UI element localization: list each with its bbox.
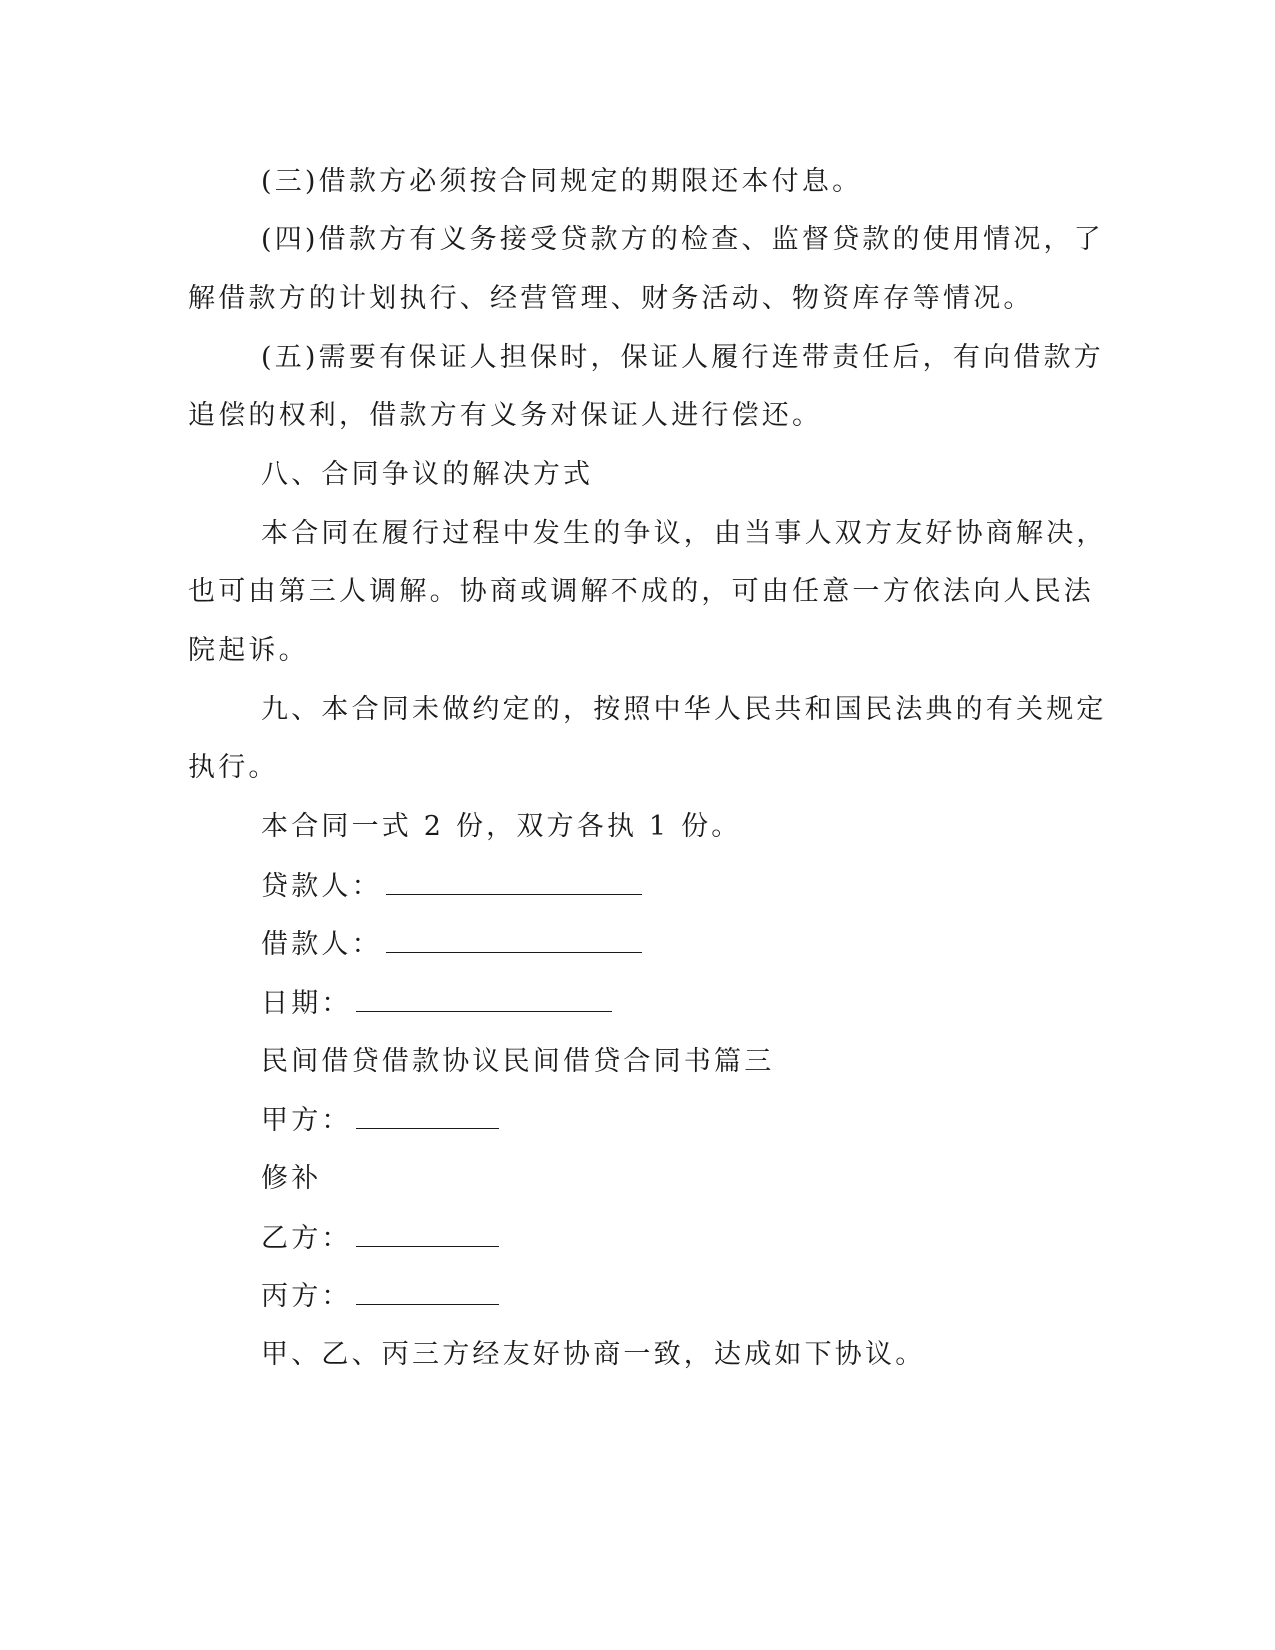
party-a-label: 甲方： — [261, 1105, 352, 1136]
lender-label: 贷款人： — [261, 871, 382, 902]
party-b-label: 乙方： — [261, 1223, 352, 1254]
signature-lender — [261, 866, 642, 907]
party-c — [261, 1276, 499, 1317]
party-b — [261, 1218, 499, 1259]
paragraph-obligation-4-line1: (四)借款方有义务接受贷款方的检查、监督贷款的使用情况，了 — [261, 224, 1104, 255]
party-b-blank-line — [356, 1218, 499, 1247]
paragraph-copies: 本合同一式 2 份，双方各执 1 份。 — [261, 811, 742, 842]
paragraph-section9-line1: 九、本合同未做约定的，按照中华人民共和国民法典的有关规定 — [261, 694, 1107, 725]
paragraph-dispute-line2: 也可由第三人调解。协商或调解不成的，可由任意一方依法向人民法 — [188, 576, 1094, 607]
party-a — [261, 1100, 499, 1141]
borrower-blank-line — [386, 924, 642, 953]
party-c-label: 丙方： — [261, 1281, 352, 1312]
paragraph-dispute-line1: 本合同在履行过程中发生的争议，由当事人双方友好协商解决， — [261, 518, 1107, 549]
paragraph-section9-line2: 执行。 — [188, 752, 279, 783]
party-a-blank-line — [356, 1100, 499, 1129]
agreement-intro: 甲、乙、丙三方经友好协商一致，达成如下协议。 — [261, 1339, 926, 1370]
paragraph-obligation-4-line2: 解借款方的计划执行、经营管理、财务活动、物资库存等情况。 — [188, 283, 1034, 314]
paragraph-dispute-line3: 院起诉。 — [188, 635, 309, 666]
paragraph-obligation-5-line1: (五)需要有保证人担保时，保证人履行连带责任后，有向借款方 — [261, 342, 1104, 373]
section-heading-dispute-resolution: 八、合同争议的解决方式 — [261, 459, 594, 490]
date-blank-line — [356, 983, 612, 1012]
paragraph-obligation-5-line2: 追偿的权利，借款方有义务对保证人进行偿还。 — [188, 400, 823, 431]
paragraph-obligation-3: (三)借款方必须按合同规定的期限还本付息。 — [261, 166, 863, 197]
party-c-blank-line — [356, 1276, 499, 1305]
signature-borrower — [261, 924, 642, 965]
signature-date — [261, 983, 612, 1024]
date-label: 日期： — [261, 988, 352, 1019]
lender-blank-line — [386, 866, 642, 895]
note-text: 修补 — [261, 1163, 322, 1194]
borrower-label: 借款人： — [261, 929, 382, 960]
next-section-title: 民间借贷借款协议民间借贷合同书篇三 — [261, 1046, 775, 1077]
